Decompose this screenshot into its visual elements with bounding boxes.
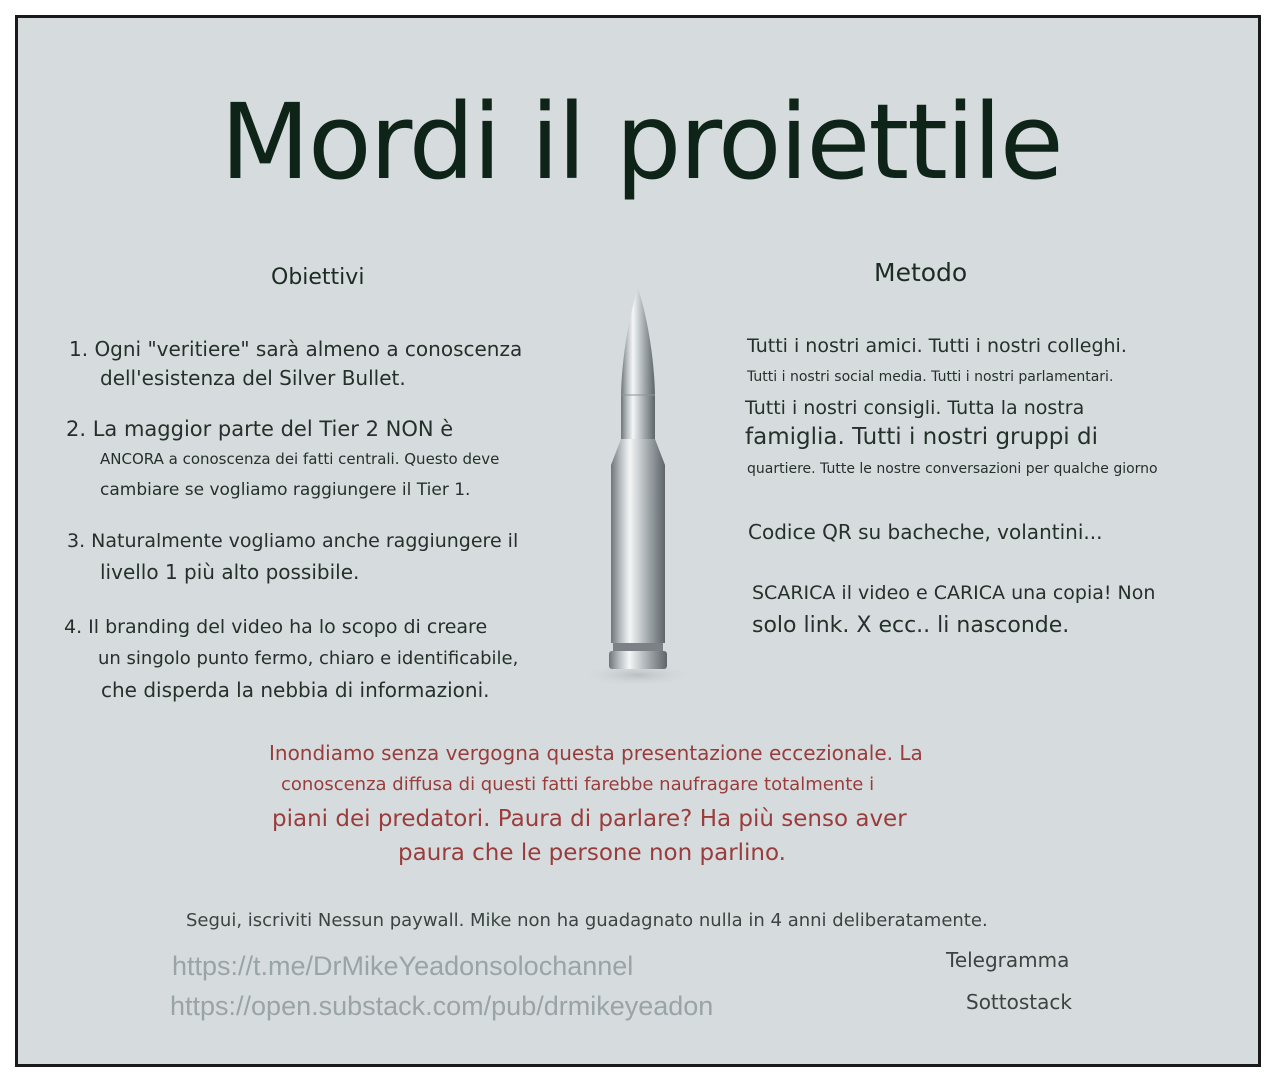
telegram-url-link[interactable]: https://t.me/DrMikeYeadonsolochannel: [172, 951, 634, 981]
poster-card: [15, 15, 1261, 1067]
appeal-line-3: piani dei predatori. Paura di parlare? Ha più senso aver: [272, 806, 907, 832]
obiettivi-item-3-line-1: 3. Naturalmente vogliamo anche raggiungere il: [67, 530, 519, 552]
metodo-line-8: solo link. X ecc.. li nasconde.: [752, 613, 1070, 638]
appeal-line-2: conoscenza diffusa di questi fatti farebbe naufragare totalmente i: [281, 774, 875, 795]
metodo-line-5: quartiere. Tutte le nostre conversazioni per qualche giorno: [747, 461, 1158, 477]
obiettivi-heading: Obiettivi: [271, 265, 365, 290]
metodo-line-4: famiglia. Tutti i nostri gruppi di: [745, 424, 1098, 450]
appeal-line-1: Inondiamo senza vergogna questa presentazione eccezionale. La: [269, 741, 923, 765]
metodo-line-2: Tutti i nostri social media. Tutti i nostri parlamentari.: [747, 369, 1114, 385]
obiettivi-item-4-line-3: che disperda la nebbia di informazioni.: [101, 678, 490, 702]
metodo-line-3: Tutti i nostri consigli. Tutta la nostra: [745, 397, 1085, 419]
obiettivi-item-1-line-2: dell'esistenza del Silver Bullet.: [100, 366, 406, 390]
follow-text: Segui, iscriviti Nessun paywall. Mike non ha guadagnato nulla in 4 anni deliberatamente.: [186, 910, 988, 931]
metodo-line-7: SCARICA il video e CARICA una copia! Non: [752, 582, 1156, 604]
metodo-line-6: Codice QR su bacheche, volantini...: [748, 520, 1103, 544]
obiettivi-item-4-line-2: un singolo punto fermo, chiaro e identificabile,: [98, 648, 519, 669]
substack-label: Sottostack: [966, 990, 1072, 1014]
silver-bullet-image: [578, 283, 698, 693]
page-title: Mordi il proiettile: [220, 81, 1062, 203]
obiettivi-item-2-line-3: cambiare se vogliamo raggiungere il Tier 1.: [100, 480, 471, 500]
obiettivi-item-4-line-1: 4. Il branding del video ha lo scopo di creare: [64, 616, 488, 638]
substack-url-link[interactable]: https://open.substack.com/pub/drmikeyeadon: [170, 991, 714, 1021]
obiettivi-item-3-line-2: livello 1 più alto possibile.: [100, 560, 360, 584]
obiettivi-item-2-line-1: 2. La maggior parte del Tier 2 NON è: [66, 417, 454, 441]
metodo-heading: Metodo: [874, 258, 968, 287]
appeal-line-4: paura che le persone non parlino.: [398, 840, 786, 866]
obiettivi-item-1-line-1: 1. Ogni "veritiere" sarà almeno a conoscenza: [69, 337, 523, 361]
obiettivi-item-2-line-2: ANCORA a conoscenza dei fatti centrali. Questo deve: [100, 450, 500, 468]
metodo-line-1: Tutti i nostri amici. Tutti i nostri colleghi.: [747, 335, 1127, 357]
telegram-label: Telegramma: [946, 948, 1070, 972]
